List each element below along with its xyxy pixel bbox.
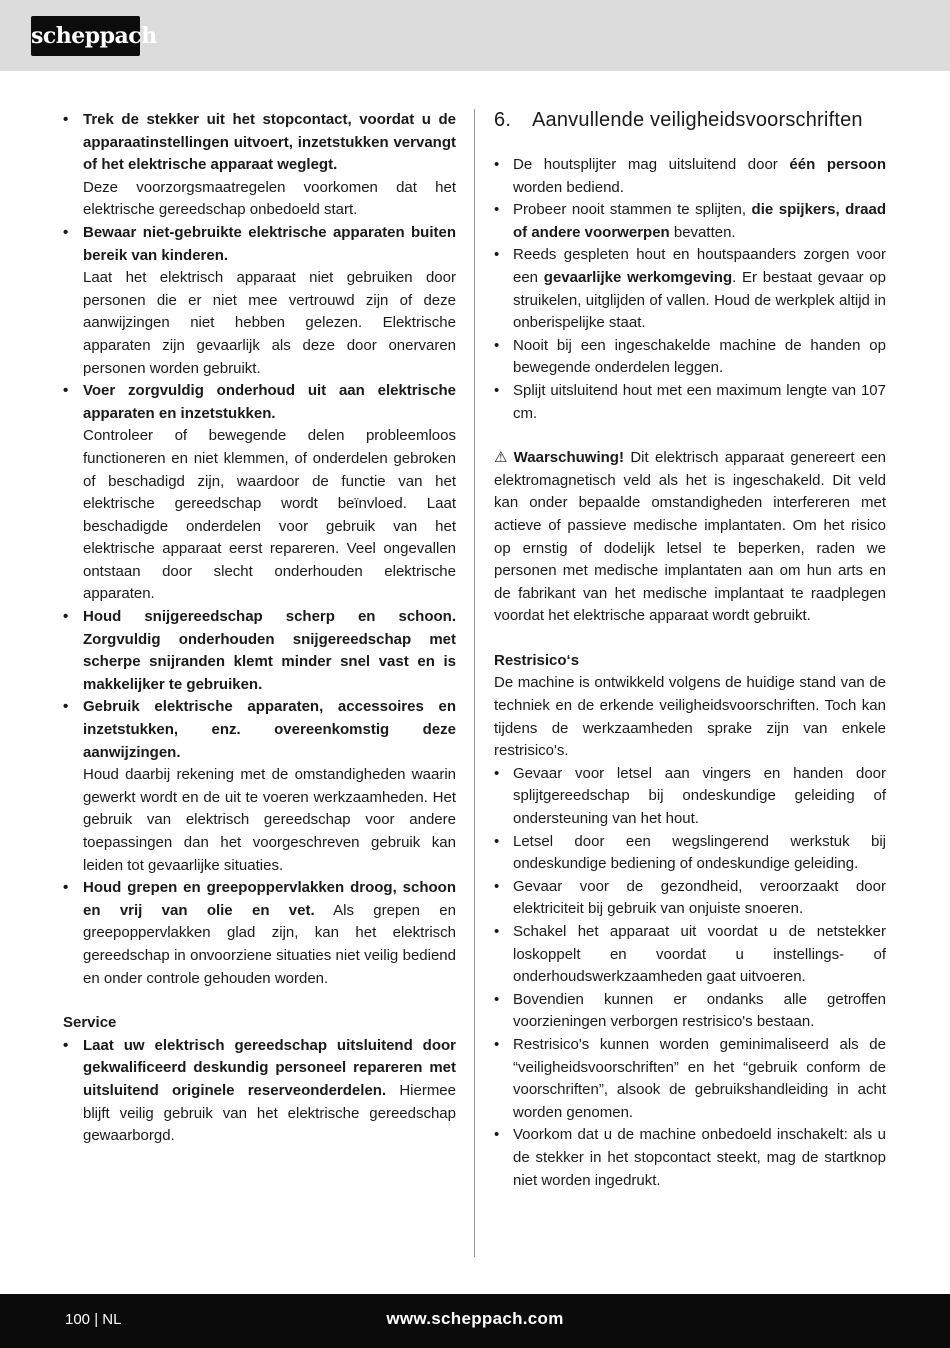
section-heading xyxy=(494,109,886,132)
list-item: • Splijt uitsluitend hout met een maximum lengte van 107 cm. xyxy=(494,380,886,425)
warning-label: Waarschuwing! xyxy=(513,449,624,467)
item-text: Als grepen en greepoppervlakken glad zijn, kan het elektrisch gereedschap in onvoorziene situaties niet veilig bediend en onder controle gehouden worden. xyxy=(83,901,456,987)
warning-text: Dit elektrisch apparaat genereert een elektromagnetisch veld als het is ingeschakeld. Dit veld kan onder bepaalde omstandigheden interfereren met actieve of passieve medische implantaten. Om het risico op ernstig of dodelijk letsel te beperken, raden we personen met medische implantaten aan om hun arts en de fabrikant van het medische implantaat te raadplegen voordat het elektrische apparaat wordt gebruikt. xyxy=(494,449,887,625)
rules-list xyxy=(494,154,886,425)
list-item: • Gevaar voor letsel aan vingers en handen door splijtgereedschap bij ondeskundige geleiding of ondersteuning van het hout. xyxy=(494,763,886,831)
section-title: Aanvullende veiligheidsvoorschriften xyxy=(532,109,863,131)
list-item: • De houtsplijter mag uitsluitend door één persoon worden bediend. xyxy=(494,154,886,199)
item-text: Controleer of bewegende delen probleemloos functioneren en niet klemmen, of onderdelen gebroken of beschadigd zijn, waardoor de functie van het elektrische gereedschap wordt beïnvloed. Laat beschadigde onderdelen voor gebruik van het elektrische apparaat eerst repareren. Veel ongevallen ontstaan door slecht onderhouden elektrische apparaten. xyxy=(83,427,456,603)
warning-paragraph xyxy=(494,447,886,628)
list-item: • Voorkom dat u de machine onbedoeld inschakelt: als u de stekker in het stopcontact steekt, mag de startknop niet worden ingedrukt. xyxy=(494,1124,886,1192)
item-heading: • Gebruik elektrische apparaten, accessoires en inzetstukken, enz. overeenkomstig deze aanwijzingen. xyxy=(83,698,456,761)
list-item: • Probeer nooit stammen te splijten, die spijkers, draad of andere voorwerpen bevatten. xyxy=(494,199,886,244)
list-item: • Restrisico's kunnen worden geminimaliseerd als de “veiligheidsvoorschriften” en het “gebruik conform de voorschriften”, alsook de gebruikshandleiding in acht worden genomen. xyxy=(494,1034,886,1124)
residual-risks-list xyxy=(494,763,886,1192)
list-item: • Reeds gespleten hout en houtspaanders zorgen voor een gevaarlijke werkomgeving. Er bestaat gevaar op struikelen, uitglijden of vallen. Houd de werkplek altijd in onberispelijke staat. xyxy=(494,244,886,334)
list-item: • Nooit bij een ingeschakelde machine de handen op bewegende onderdelen leggen. xyxy=(494,335,886,380)
list-item: • Schakel het apparaat uit voordat u de netstekker loskoppelt en voordat u instellings- of onderhoudswerkzaamheden gaat uitvoeren. xyxy=(494,921,886,989)
item-text: Deze voorzorgsmaatregelen voorkomen dat het elektrische gereedschap onbedoeld start. xyxy=(83,178,456,219)
service-label: Service xyxy=(63,1014,117,1032)
footer-bar xyxy=(0,1294,950,1348)
page-number: 100 | NL xyxy=(65,1311,122,1328)
item-text: Houd daarbij rekening met de omstandigheden waarin gewerkt wordt en de uit te voeren werkzaamheden. Het gebruik van elektrisch gereedschap voor andere toepassingen dan het voorgeschreven gebruik kan leiden tot gevaarlijke situaties. xyxy=(83,766,456,874)
list-item xyxy=(63,380,456,606)
list-item xyxy=(63,1035,456,1148)
right-column xyxy=(494,109,886,1192)
list-item: • Gevaar voor de gezondheid, veroorzaakt door elektriciteit bij gebruik van onjuiste snoeren. xyxy=(494,876,886,921)
left-column xyxy=(63,109,456,1148)
item-heading: • Voer zorgvuldig onderhoud uit aan elektrische apparaten en inzetstukken. xyxy=(83,382,456,422)
list-item xyxy=(63,222,456,380)
item-text: Hiermee blijft veilig gebruik van het elektrische gereedschap gewaarborgd. xyxy=(83,1081,456,1145)
list-item xyxy=(63,877,456,990)
warning-icon: ⚠ xyxy=(494,449,510,467)
list-item xyxy=(63,606,456,696)
service-list xyxy=(63,1035,456,1148)
safety-list xyxy=(63,109,456,990)
residual-risks-label: Restrisico‘s xyxy=(494,651,580,669)
list-item: • Letsel door een wegslingerend werkstuk bij ondeskundige bediening of ondeskundige geleiding. xyxy=(494,831,886,876)
list-item: • Bovendien kunnen er ondanks alle getroffen voorzieningen verborgen restrisico's bestaan. xyxy=(494,989,886,1034)
section-number: 6. xyxy=(494,109,512,131)
website-link[interactable]: www.scheppach.com xyxy=(386,1309,564,1328)
residual-intro: De machine is ontwikkeld volgens de huidige stand van de techniek en de erkende veiligheidsvoorschriften. Toch kan tijdens de werkzaamheden sprake zijn van enkele restrisico's. xyxy=(494,674,886,760)
header-band xyxy=(0,0,950,71)
list-item xyxy=(63,109,456,222)
list-item xyxy=(63,696,456,877)
item-heading: Laat uw elektrisch gereedschap uitsluitend door gekwalificeerd deskundig personeel repareren met uitsluitend originele reserveonderdelen. xyxy=(83,1036,456,1099)
brand-logo: scheppach xyxy=(31,16,140,56)
item-text: Laat het elektrisch apparaat niet gebruiken door personen die er niet mee vertrouwd zijn of deze aanwijzingen niet hebben gelezen. Elektrische apparaten zijn gevaarlijk als deze door onervaren personen worden gebruikt. xyxy=(83,269,456,377)
item-heading: • Houd snijgereedschap scherp en schoon. Zorgvuldig onderhouden snijgereedschap met scherpe snijranden klemt minder snel vast en is makkelijker te gebruiken. xyxy=(83,608,456,693)
item-heading: • Trek de stekker uit het stopcontact, voordat u de apparaatinstellingen uitvoert, inzetstukken vervangt of het elektrische apparaat weglegt. xyxy=(83,111,456,174)
item-heading: • Bewaar niet-gebruikte elektrische apparaten buiten bereik van kinderen. xyxy=(83,223,456,264)
item-heading: Houd grepen en greepoppervlakken droog, schoon en vrij van olie en vet. xyxy=(83,879,456,919)
column-divider xyxy=(474,109,475,1257)
